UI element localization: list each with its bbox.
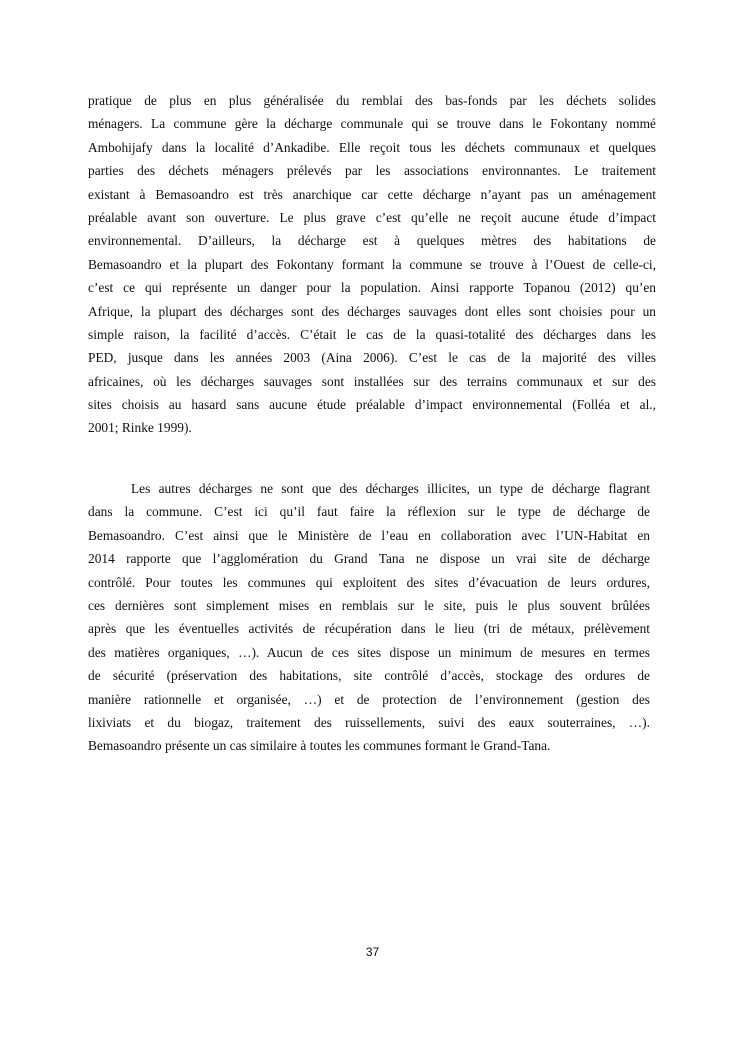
text-line: des matières organiques, …). Aucun de ces sites dispose un minimum de mesures en termes <box>88 644 650 660</box>
text-line: Ambohijafy dans la localité d’Ankadibe. Elle reçoit tous les déchets communaux et quelques <box>88 139 656 155</box>
text-line: après que les éventuelles activités de récupération dans le lieu (tri de métaux, prélèvement <box>88 621 650 637</box>
text-line: c’est ce qui représente un danger pour la population. Ainsi rapporte Topanou (2012) qu’en <box>88 280 656 296</box>
text-line: de sécurité (préservation des habitations, site contrôlé d’accès, stockage des ordures de <box>88 668 650 684</box>
text-line: manière rationnelle et organisée, …) et de protection de l’environnement (gestion des <box>88 691 650 707</box>
text-line: Bemasoandro présente un cas similaire à toutes les communes formant le Grand-Tana. <box>88 738 551 754</box>
paragraph-decharge-communale <box>88 89 656 440</box>
text-line: ces dernières sont simplement mises en remblais sur le site, puis le plus souvent brûlées <box>88 597 650 613</box>
text-line: lixiviats et du biogaz, traitement des ruissellements, suivi des eaux souterraines, …). <box>88 714 650 730</box>
text-line: Bemasoandro et la plupart des Fokontany formant la commune se trouve à l’Ouest de celle-ci, <box>88 256 656 272</box>
text-line: contrôlé. Pour toutes les communes qui exploitent des sites d’évacuation de leurs ordures, <box>88 574 650 590</box>
text-line: ménagers. La commune gère la décharge communale qui se trouve dans le Fokontany nommé <box>88 116 656 132</box>
text-line: 2001; Rinke 1999). <box>88 420 192 436</box>
text-line: préalable avant son ouverture. Le plus grave c’est qu’elle ne reçoit aucune étude d’impact <box>88 209 656 225</box>
text-line: africaines, où les décharges sauvages sont installées sur des terrains communaux et sur des <box>88 373 656 389</box>
page-number: 37 <box>365 945 380 959</box>
text-line: PED, jusque dans les années 2003 (Aina 2006). C’est le cas de la majorité des villes <box>88 350 656 366</box>
text-line: environnemental. D’ailleurs, la décharge est à quelques mètres des habitations de <box>88 233 656 249</box>
text-line: parties des déchets ménagers prélevés par les associations environnantes. Le traitement <box>88 163 656 179</box>
text-line: Les autres décharges ne sont que des décharges illicites, un type de décharge flagrant <box>131 481 650 496</box>
paragraph-decharges-illicites <box>88 477 650 758</box>
text-line: Afrique, la plupart des décharges sont des décharges sauvages dont elles sont choisies pour un <box>88 303 656 319</box>
text-line: pratique de plus en plus généralisée du remblai des bas-fonds par les déchets solides <box>88 93 656 108</box>
text-line: sites choisis au hasard sans aucune étude préalable d’impact environnemental (Folléa et al., <box>88 397 656 413</box>
text-line: simple raison, la facilité d’accès. C’était le cas de la quasi-totalité des décharges dans les <box>88 326 656 342</box>
text-line: Bemasoandro. C’est ainsi que le Ministère de l’eau en collaboration avec l’UN-Habitat en <box>88 527 650 543</box>
text-line: dans la commune. C’est ici qu’il faut faire la réflexion sur le type de décharge de <box>88 504 650 520</box>
text-line: existant à Bemasoandro est très anarchique car cette décharge n’ayant pas un aménagement <box>88 186 656 202</box>
text-line: 2014 rapporte que l’agglomération du Grand Tana ne dispose un vrai site de décharge <box>88 551 650 567</box>
